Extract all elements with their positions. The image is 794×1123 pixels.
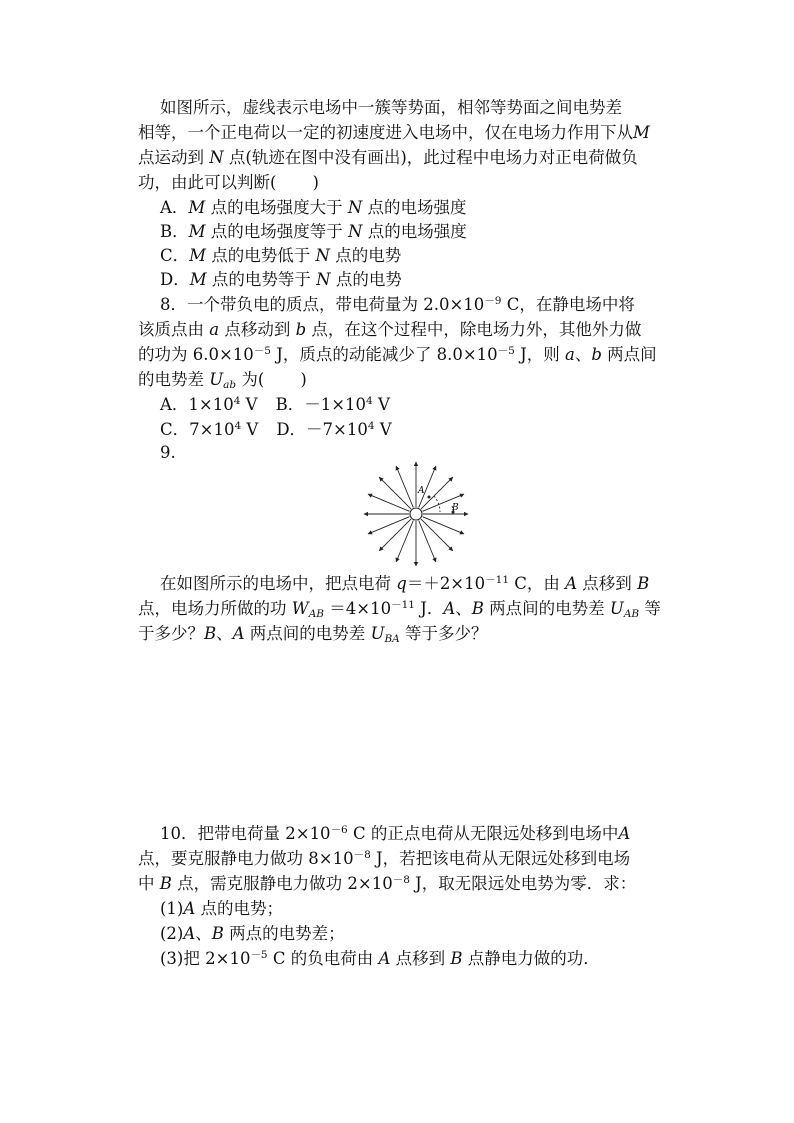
point-a-dot — [428, 496, 431, 499]
q8-text: 点移动到 — [219, 320, 296, 339]
var-n: N — [315, 246, 330, 265]
q9-text: C，由 — [509, 574, 566, 593]
exponent: －11 — [485, 574, 510, 586]
var-b: B — [211, 924, 224, 943]
option-text: 点的电势等于 — [206, 270, 317, 289]
q8-text: 、 — [574, 345, 592, 364]
q7-line-1 — [160, 96, 622, 120]
exponent: 4 — [366, 395, 373, 407]
electric-field-figure — [354, 460, 478, 570]
var-n: N — [316, 270, 331, 289]
q8-text: 两点间 — [601, 345, 657, 364]
exponent: －6 — [330, 824, 348, 836]
q9-text: J． — [414, 599, 444, 618]
var-w: W — [291, 599, 309, 618]
q9-text: ＝4×10 — [324, 599, 392, 618]
subscript: BA — [384, 633, 400, 645]
q10-text: 10．把带电荷量 2×10 — [160, 824, 331, 843]
q8-text: J，则 — [514, 345, 565, 364]
option-text: 点的电场强度等于 — [205, 222, 349, 241]
q10-sub-3 — [160, 947, 600, 971]
option-label: C． — [160, 246, 190, 265]
unit: V — [241, 420, 259, 439]
unit: V — [240, 395, 258, 414]
subscript: AB — [623, 608, 640, 620]
option-text: 点的电势低于 — [206, 246, 316, 265]
option-text: 点的电势 — [329, 246, 402, 265]
q8-text: ) — [300, 370, 307, 389]
q7-option-d — [160, 268, 402, 292]
point-a-label: A — [418, 486, 425, 496]
var-b: B — [159, 874, 172, 893]
field-line — [379, 477, 411, 509]
q7-text: 功，由此可以判断( — [138, 173, 277, 192]
var-a: A — [565, 574, 578, 593]
var-b: B — [450, 949, 463, 968]
q8-line-4 — [138, 368, 307, 392]
question-number: 9. — [160, 443, 176, 462]
var-a: A — [618, 824, 631, 843]
var-a: a — [209, 320, 220, 339]
option-label: B． — [160, 222, 189, 241]
point-charge — [410, 508, 422, 520]
exponent: －8 — [353, 849, 371, 861]
field-line — [368, 517, 410, 534]
var-u: U — [209, 370, 224, 389]
q8-text: 点，在这个过程中，除电场力外，其他外力做 — [306, 320, 642, 339]
var-b: B — [204, 624, 217, 643]
var-a: A — [183, 899, 196, 918]
option-b: B．－1×10 — [275, 395, 367, 414]
q9-number — [160, 441, 176, 465]
var-a: A — [183, 924, 196, 943]
var-n: N — [347, 198, 363, 217]
var-a: A — [232, 624, 245, 643]
q9-text: 、 — [216, 624, 233, 643]
var-b: b — [295, 320, 307, 339]
var-a: A — [378, 949, 391, 968]
sub-number: (3)把 2×10 — [160, 949, 251, 968]
option-text: 点的电场强度 — [362, 198, 467, 217]
q7-text: 相等，一个正电荷以一定的初速度进入电场中，仅在电场力作用下从 — [138, 123, 633, 142]
q10-text: 点的电势； — [195, 899, 284, 918]
q10-sub-1 — [160, 897, 283, 921]
q10-text: 点，要克服静电力做功 8×10 — [138, 849, 354, 868]
var-a: a — [564, 345, 575, 364]
q8-line-2 — [138, 318, 641, 342]
exponent: 4 — [367, 420, 375, 432]
equipotential-arc-inner — [434, 496, 440, 512]
q8-options-cd — [160, 418, 392, 442]
var-n: N — [348, 222, 363, 241]
q9-text: 两点间的电势差 — [244, 624, 371, 643]
q7-text: 点(轨迹在图中没有画出)，此过程中电场力对正电荷做负 — [223, 148, 638, 167]
q10-line-2 — [138, 847, 630, 871]
exponent: －9 — [484, 295, 502, 307]
exponent: －5 — [250, 949, 268, 961]
q9-text: 等于多少？ — [399, 624, 488, 643]
var-b: B — [637, 574, 650, 593]
q9-text: 点，电场力所做的功 — [138, 599, 292, 618]
exponent: 4 — [234, 420, 242, 432]
q10-text: 点移到 — [390, 949, 451, 968]
option-label: A． — [160, 198, 189, 217]
option-label: D． — [160, 270, 190, 289]
q9-text: 点移到 — [577, 574, 638, 593]
var-n: N — [209, 148, 224, 167]
q8-line-1 — [160, 293, 635, 317]
q10-line-3 — [138, 872, 636, 896]
field-line — [368, 494, 410, 511]
q9-text: 、 — [455, 599, 472, 618]
exponent: －5 — [497, 345, 515, 357]
q7-line-2 — [138, 121, 650, 145]
subscript: AB — [308, 608, 325, 620]
q10-text: 点静电力做的功． — [462, 949, 600, 968]
option-text: 点的电场强度 — [362, 222, 467, 241]
q10-text: J，取无限远处电势为零．求： — [409, 874, 637, 893]
subscript: ab — [223, 379, 237, 391]
q8-text: 8．一个带负电的质点，带电荷量为 2.0×10 — [160, 295, 485, 314]
var-m: M — [189, 246, 207, 265]
q7-line-3 — [138, 146, 638, 170]
sub-number: (1) — [160, 899, 184, 918]
var-b: b — [591, 345, 602, 364]
var-m: M — [189, 270, 207, 289]
var-m: M — [188, 222, 206, 241]
q9-line-3 — [138, 622, 488, 646]
q8-text: J，质点的动能减少了 8.0×10 — [271, 345, 498, 364]
var-m: M — [188, 198, 206, 217]
q10-line-1 — [160, 822, 630, 846]
exponent: 4 — [233, 395, 241, 407]
var-u: U — [370, 624, 385, 643]
sub-number: (2) — [160, 924, 184, 943]
option-a: A．1×10 — [160, 395, 234, 414]
q9-text: 等 — [639, 599, 661, 618]
field-line — [421, 477, 453, 509]
q7-option-c — [160, 244, 401, 268]
q9-text: 于多少？ — [138, 624, 204, 643]
option-text: 点的电场强度大于 — [205, 198, 348, 217]
option-c: C．7×10 — [160, 420, 235, 439]
q8-text: 该质点由 — [138, 320, 210, 339]
q10-text: J，若把该电荷从无限远处移到电场 — [370, 849, 631, 868]
exponent: －8 — [392, 874, 410, 886]
q7-line-4 — [138, 171, 319, 195]
unit: V — [372, 395, 390, 414]
q9-line-2 — [138, 597, 661, 621]
q7-option-a — [160, 196, 467, 220]
field-line — [419, 521, 436, 563]
q7-text: ) — [312, 173, 319, 192]
field-line — [423, 517, 465, 534]
option-d: D．－7×10 — [276, 420, 368, 439]
q7-option-b — [160, 220, 467, 244]
q9-text: 两点间的电势差 — [483, 599, 610, 618]
q8-text: 的电势差 — [138, 370, 210, 389]
q8-line-3 — [138, 343, 657, 367]
q8-text: 为( — [236, 370, 265, 389]
unit: V — [374, 420, 392, 439]
field-line — [396, 521, 413, 563]
field-line — [396, 466, 413, 508]
var-b: B — [471, 599, 484, 618]
field-line — [421, 519, 453, 551]
var-m: M — [633, 123, 650, 142]
q8-options-ab — [160, 393, 390, 417]
q10-text: 点，需克服静电力做功 2×10 — [171, 874, 393, 893]
var-a: A — [443, 599, 456, 618]
q9-text: 在如图所示的电场中，把点电荷 — [160, 574, 397, 593]
q7-text: 点运动到 — [138, 148, 210, 167]
q10-text: C 的正点电荷从无限远处移到电场中 — [347, 824, 619, 843]
q10-text: 两点的电势差； — [223, 924, 345, 943]
point-b-label: B — [452, 503, 459, 513]
var-u: U — [609, 599, 624, 618]
exponent: －5 — [253, 345, 271, 357]
q10-text: 中 — [138, 874, 160, 893]
q7-text: 如图所示，虚线表示电场中一簇等势面，相邻等势面之间电势差 — [160, 98, 622, 117]
q8-text: 的功为 6.0×10 — [138, 345, 254, 364]
field-line — [379, 519, 411, 551]
q10-text: C 的负电荷由 — [267, 949, 379, 968]
q10-sub-2 — [160, 922, 345, 946]
q8-text: C，在静电场中将 — [501, 295, 635, 314]
exponent: －11 — [391, 599, 415, 611]
q9-text: ＝＋2×10 — [406, 574, 486, 593]
q9-line-1 — [160, 572, 649, 596]
var-q: q — [396, 574, 407, 593]
option-text: 点的电势 — [330, 270, 402, 289]
q10-text: 、 — [195, 924, 212, 943]
